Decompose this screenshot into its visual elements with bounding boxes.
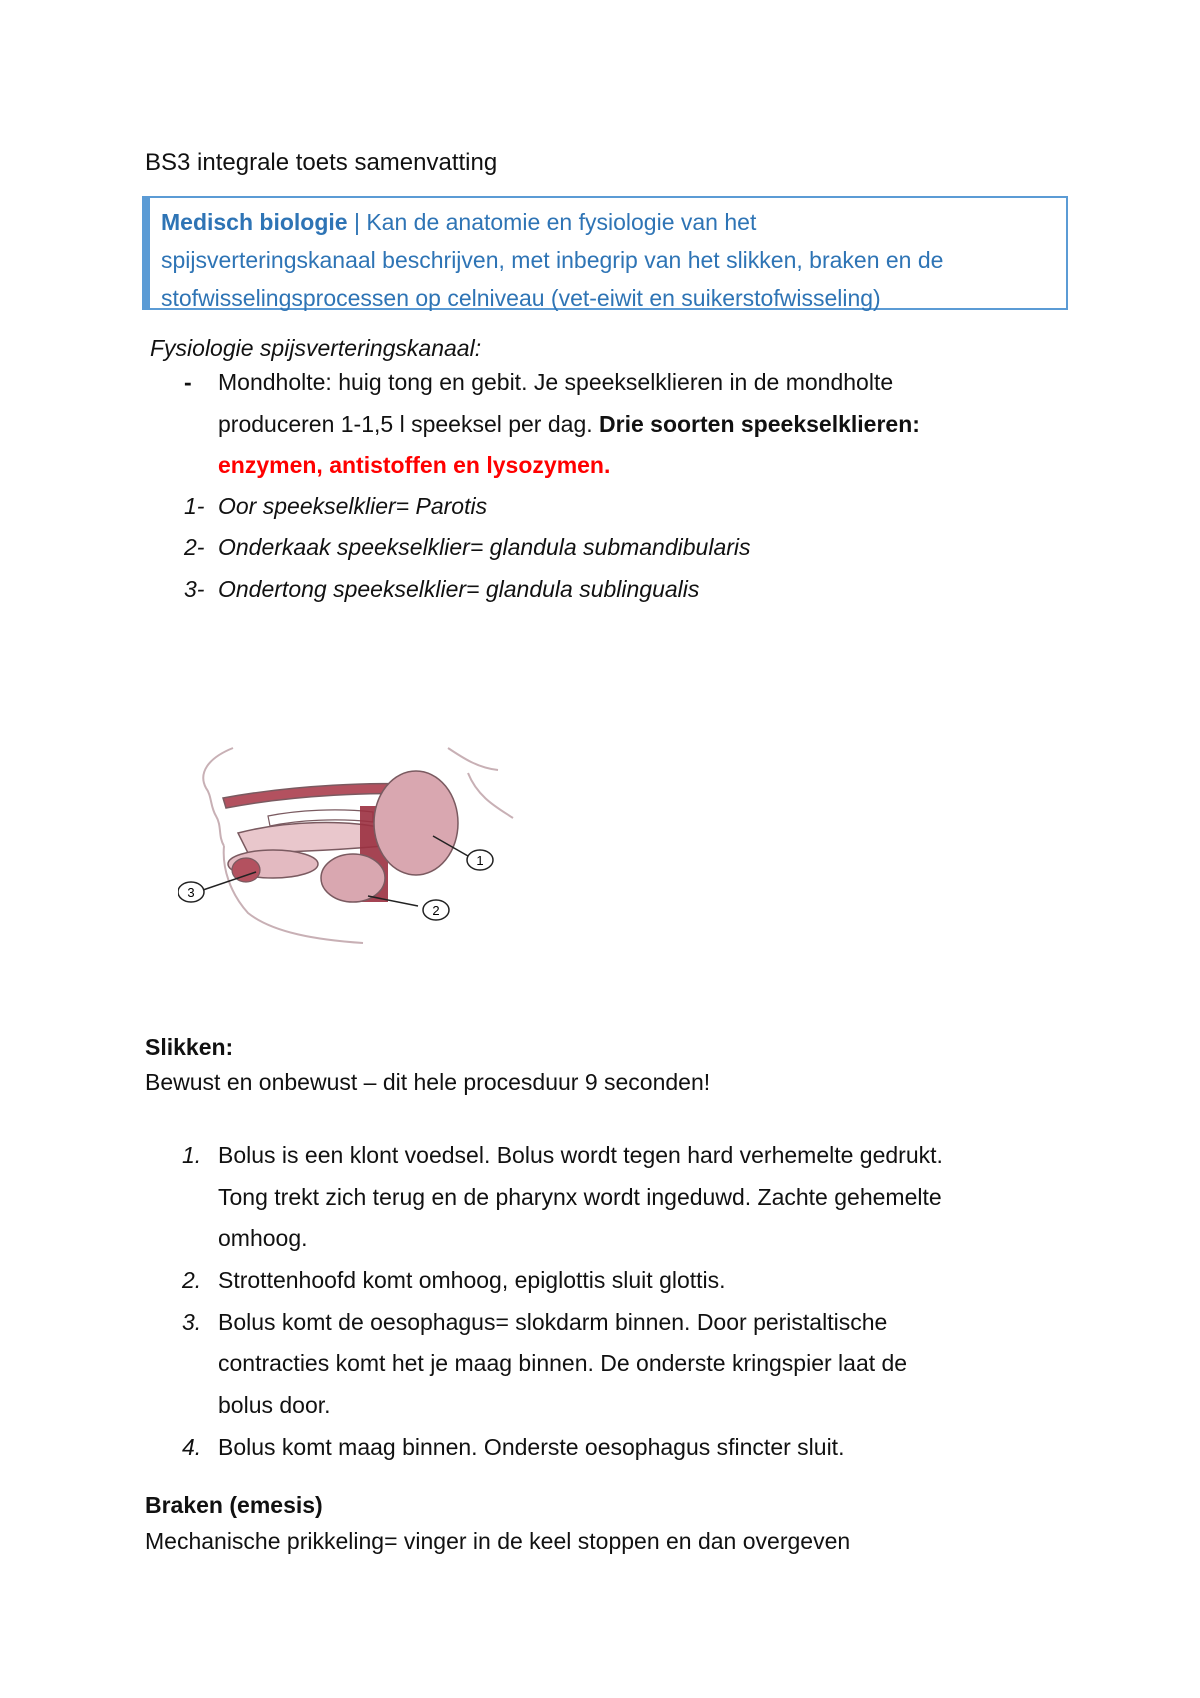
step-2-line-1: Strottenhoofd komt omhoog, epiglottis sluit glottis.	[218, 1267, 726, 1293]
gland-sublingualis: Ondertong speekselklier= glandula sublingualis	[218, 576, 700, 602]
fysiologie-heading: Fysiologie spijsverteringskanaal:	[150, 335, 482, 361]
step-3-line-2: contracties komt het je maag binnen. De onderste kringspier laat de	[218, 1350, 908, 1376]
slikken-heading: Slikken:	[145, 1034, 234, 1060]
learning-goal-callout	[142, 196, 1068, 310]
speeksel-components: enzymen, antistoffen en lysozymen.	[218, 452, 611, 478]
callout-accent-bar	[144, 198, 150, 308]
document-title: BS3 integrale toets samenvatting	[145, 149, 498, 176]
step-number-4: 4.	[182, 1434, 202, 1460]
mondholte-line-2	[218, 409, 920, 439]
salivary-glands-diagram	[178, 728, 534, 960]
gland-number-1: 1-	[184, 493, 205, 519]
step-number-2: 2.	[182, 1267, 202, 1293]
gland-number-2: 2-	[184, 534, 205, 560]
step-4-line-1: Bolus komt maag binnen. Onderste oesophagus sfincter sluit.	[218, 1434, 845, 1460]
step-1-line-3: omhoog.	[218, 1225, 308, 1251]
step-3-line-1: Bolus komt de oesophagus= slokdarm binnen. Door peristaltische	[218, 1309, 888, 1335]
step-number-3: 3.	[182, 1309, 202, 1335]
label-1: 1	[476, 853, 484, 868]
step-1-line-1: Bolus is een klont voedsel. Bolus wordt tegen hard verhemelte gedrukt.	[218, 1142, 943, 1168]
callout-line-2: spijsverteringskanaal beschrijven, met inbegrip van het slikken, braken en de	[161, 247, 944, 273]
parotid-gland	[374, 771, 458, 875]
callout-separator: |	[347, 209, 367, 235]
gland-parotis: Oor speekselklier= Parotis	[218, 493, 488, 519]
braken-text: Mechanische prikkeling= vinger in de keel stoppen en dan overgeven	[145, 1528, 851, 1554]
mondholte-line-1: Mondholte: huig tong en gebit. Je speekselklieren in de mondholte	[218, 369, 894, 395]
bullet-dash: -	[184, 369, 192, 395]
label-2: 2	[432, 903, 440, 918]
callout-text	[161, 203, 1056, 317]
braken-heading: Braken (emesis)	[145, 1492, 323, 1518]
callout-line-1-text: Kan de anatomie en fysiologie van het	[366, 209, 757, 235]
gland-submandibularis: Onderkaak speekselklier= glandula submandibularis	[218, 534, 751, 560]
submandibular-gland	[321, 854, 385, 902]
callout-line-3: stofwisselingsprocessen op celniveau (vet-eiwit en suikerstofwisseling)	[161, 285, 881, 311]
gland-number-3: 3-	[184, 576, 205, 602]
step-1-line-2: Tong trekt zich terug en de pharynx wordt ingeduwd. Zachte gehemelte	[218, 1184, 942, 1210]
step-number-1: 1.	[182, 1142, 202, 1168]
speekselklieren-bold: Drie soorten speekselklieren:	[599, 411, 920, 437]
label-3: 3	[187, 885, 195, 900]
slikken-intro: Bewust en onbewust – dit hele procesduur 9 seconden!	[145, 1069, 711, 1095]
callout-line-1	[161, 203, 1056, 241]
step-3-line-3: bolus door.	[218, 1392, 331, 1418]
mondholte-line-2-text: produceren 1-1,5 l speeksel per dag.	[218, 411, 600, 437]
callout-heading: Medisch biologie	[161, 209, 348, 235]
